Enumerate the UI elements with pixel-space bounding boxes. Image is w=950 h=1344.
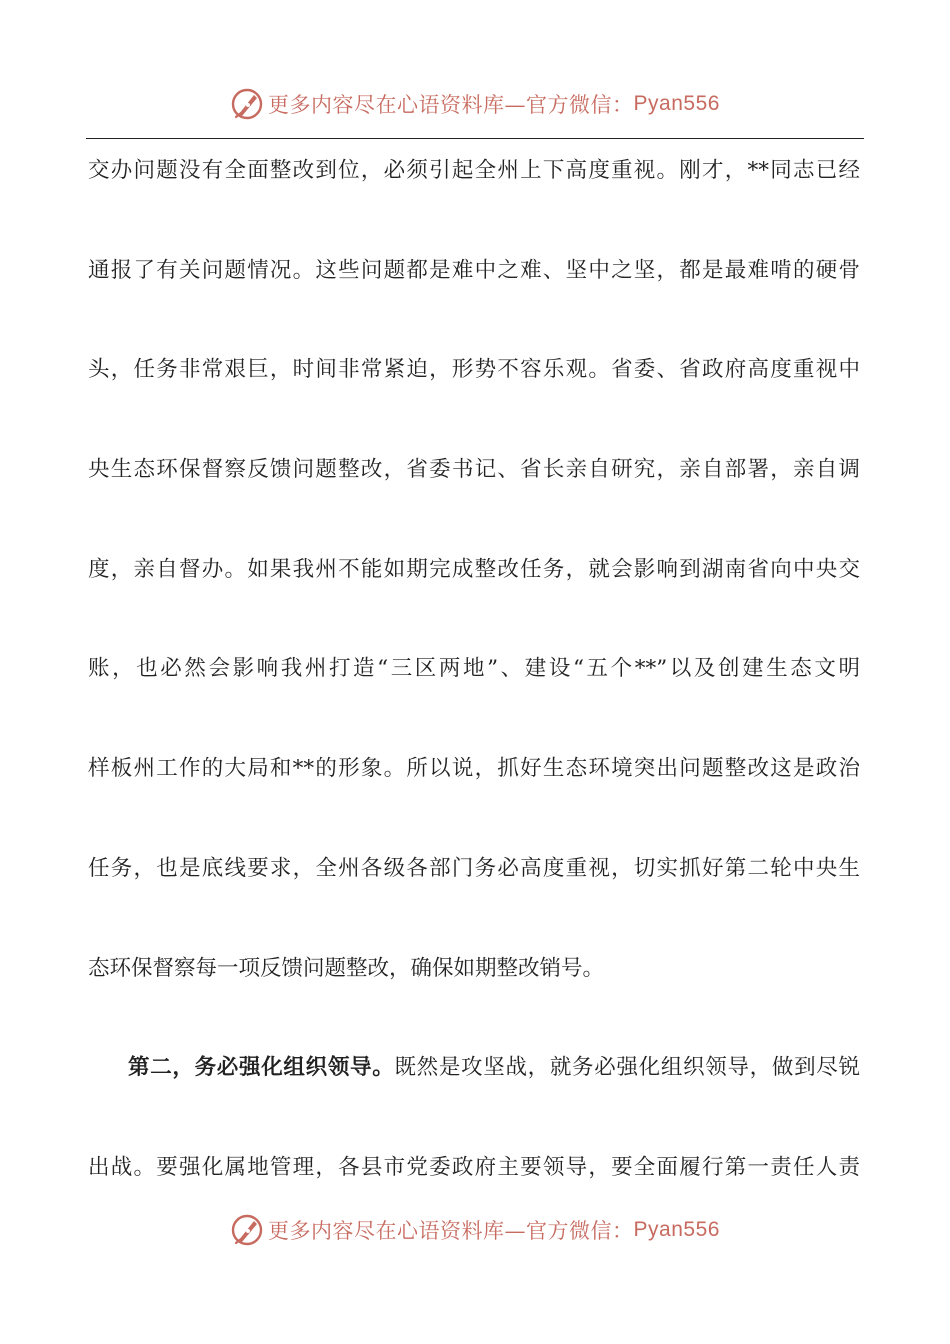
body-line: 度，亲自督办。如果我州不能如期完成整改任务，就会影响到湖南省向中央交 bbox=[88, 556, 860, 582]
pen-nib-circle-icon bbox=[230, 1213, 264, 1247]
body-text bbox=[88, 147, 860, 1244]
footer-brand-text: 更多内容尽在心语资料库—官方微信： bbox=[268, 1219, 634, 1243]
body-line: 央生态环保督察反馈问题整改，省委书记、省长亲自研究，亲自部署，亲自调 bbox=[88, 457, 860, 483]
body-line: 态环保督察每一项反馈问题整改，确保如期整改销号。 bbox=[88, 955, 605, 981]
body-line: 头，任务非常艰巨，时间非常紧迫，形势不容乐观。省委、省政府高度重视中 bbox=[88, 357, 860, 383]
body-line: 出战。要强化属地管理，各县市党委政府主要领导，要全面履行第一责任人责 bbox=[88, 1154, 860, 1180]
header-brand-code: Pyan556 bbox=[633, 92, 720, 115]
footer-banner bbox=[0, 1210, 950, 1250]
body-line: 通报了有关问题情况。这些问题都是难中之难、坚中之坚，都是最难啃的硬骨 bbox=[88, 257, 860, 283]
body-line: 样板州工作的大局和**的形象。所以说，抓好生态环境突出问题整改这是政治 bbox=[88, 756, 860, 782]
header-divider bbox=[86, 138, 864, 139]
body-line: 交办问题没有全面整改到位，必须引起全州上下高度重视。刚才，**同志已经 bbox=[88, 158, 860, 183]
body-line: 任务，也是底线要求，全州各级各部门务必高度重视，切实抓好第二轮中央生 bbox=[88, 855, 860, 881]
section-2-text: 既然是攻坚战，就务必强化组织领导，做到尽锐 bbox=[394, 1055, 860, 1081]
pen-nib-circle-icon bbox=[230, 87, 264, 121]
footer-brand-code: Pyan556 bbox=[633, 1218, 720, 1241]
header-brand-text: 更多内容尽在心语资料库—官方微信： bbox=[268, 93, 634, 117]
section-2-line bbox=[88, 1044, 860, 1144]
header-banner bbox=[0, 84, 950, 124]
body-line: 账，也必然会影响我州打造“三区两地”、建设“五个**”以及创建生态文明 bbox=[88, 656, 860, 682]
section-2-heading: 第二，务必强化组织领导。 bbox=[128, 1055, 395, 1081]
